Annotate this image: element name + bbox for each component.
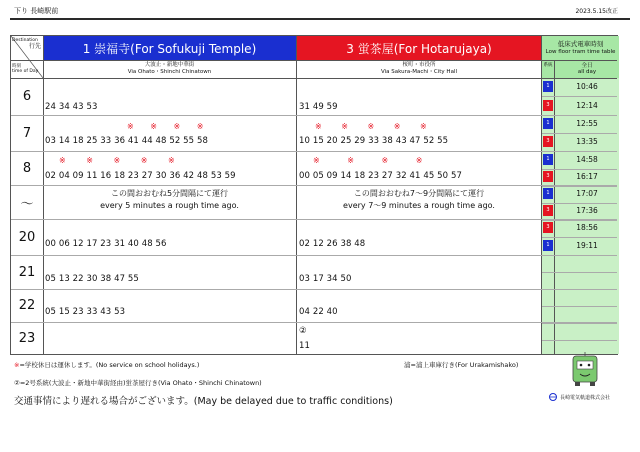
minutes: 31 49 59	[299, 102, 338, 112]
minutes: 05 13 22 30 38 47 55	[45, 274, 139, 284]
direction-label: 下り 長崎駅前	[14, 7, 59, 15]
hour-6: 6	[22, 89, 32, 104]
school-holiday-marks: ※ ※ ※ ※	[127, 122, 204, 131]
r2-hour-7	[297, 115, 541, 151]
r1-interval-en: every 5 minutes a rough time ago.	[100, 201, 239, 210]
r2-hour-21	[297, 255, 541, 289]
hour-7: 7	[22, 125, 32, 141]
route-badge: 1	[543, 188, 553, 199]
lowfloor-title-jp: 低床式電車時刻	[557, 40, 604, 48]
lowfloor-title-en: Low floor tram time table	[545, 49, 616, 55]
r2-hour-8	[297, 151, 541, 185]
lowfloor-route-cell	[542, 168, 554, 186]
route-2-mark: ②	[299, 326, 307, 336]
lowfloor-time: 19:11	[576, 241, 598, 250]
lowfloor-route-cell	[542, 185, 554, 203]
lowfloor-row-divider	[542, 340, 617, 341]
school-holiday-text: =学校休日は運休します。(No service on school holidays.)	[19, 361, 200, 369]
r2-hour-22	[297, 289, 541, 322]
r1-hour-21	[43, 255, 296, 289]
route-badge: 3	[543, 136, 553, 147]
r1-hour-7	[43, 115, 296, 151]
lowfloor-route-cell	[542, 219, 554, 237]
minutes: 02 04 09 11 16 18 23 27 30 36 42 48 53 59	[45, 171, 236, 181]
school-holiday-marks: ※ ※ ※ ※ ※	[59, 156, 175, 165]
hour-23: 23	[18, 330, 36, 346]
lowfloor-time: 12:14	[576, 101, 598, 110]
r1-interval-jp: この間おおむね5分間隔にて運行	[110, 189, 229, 198]
route-1-via	[43, 60, 296, 78]
minutes: 24 34 43 53	[45, 102, 98, 112]
hour-label-en: time of Day	[12, 69, 39, 74]
r2-interval-en: every 7〜9 minutes a rough time ago.	[343, 201, 495, 210]
urakami-note: 浦=浦上車庫行き(For Urakamishako)	[404, 361, 519, 369]
r2-interval-jp: この間おおむね7〜9分間隔にて運行	[353, 189, 485, 198]
route-badge: 3	[543, 222, 553, 233]
row-divider	[11, 185, 617, 186]
minutes: 05 15 23 33 43 53	[45, 307, 126, 317]
lowfloor-time: 16:17	[576, 172, 598, 181]
lowfloor-row-divider	[542, 255, 617, 256]
header-divider	[10, 18, 630, 20]
hour-8: 8	[22, 160, 32, 176]
route-1-title: 1 崇福寺(For Sofukuji Temple)	[43, 36, 296, 60]
minutes: 02 12 26 38 48	[299, 239, 366, 249]
route-badge: 1	[543, 81, 553, 92]
route-1-via-jp: 大波止・新地中華街	[144, 62, 195, 68]
company-logo-icon	[548, 393, 558, 401]
route-badge: 1	[543, 118, 553, 129]
tram-mascot-icon	[568, 352, 602, 388]
lowfloor-route-cell	[542, 202, 554, 220]
route-3-via	[297, 60, 541, 78]
minutes: 11	[299, 341, 311, 351]
lowfloor-row-divider	[542, 289, 617, 290]
minutes: 03 14 18 25 33 36 41 44 48 52 55 58	[45, 136, 209, 146]
route-3-via-jp: 桜町・市役所	[402, 62, 436, 68]
lowfloor-route-cell	[542, 237, 554, 255]
minutes: 00 06 12 17 23 31 40 48 56	[45, 239, 167, 249]
route-badge: 1	[543, 240, 553, 251]
lowfloor-route-col-header: 系統	[542, 60, 554, 78]
lowfloor-row-divider	[542, 272, 617, 273]
r2-hour-20	[297, 219, 541, 255]
r1-interval-note	[43, 188, 296, 212]
r1-hour-6	[43, 78, 296, 115]
lowfloor-time: 17:07	[576, 189, 598, 198]
lowfloor-route-cell	[542, 133, 554, 151]
r2-interval-note	[297, 188, 541, 212]
lowfloor-header	[542, 36, 619, 60]
school-holiday-marks: ※ ※ ※ ※ ※	[315, 122, 427, 131]
school-holiday-mark: ※	[14, 361, 20, 369]
r1-hour-8	[43, 151, 296, 185]
minutes: 10 15 20 25 29 33 38 43 47 52 55	[299, 136, 449, 146]
lowfloor-route-cell	[542, 151, 554, 169]
minutes: 00 05 09 14 18 23 27 32 41 45 50 57	[299, 171, 463, 181]
hour-range: 〜	[20, 196, 34, 212]
lowfloor-time: 12:55	[576, 119, 598, 128]
hour-label	[12, 64, 38, 74]
lowfloor-time: 13:35	[576, 137, 598, 146]
school-holiday-marks: ※ ※ ※ ※	[313, 156, 423, 165]
revision-date: 2023.5.15改正	[575, 8, 618, 15]
r2-hour-6	[297, 78, 541, 115]
school-holiday-note	[14, 360, 199, 369]
route-badge: 1	[543, 154, 553, 165]
hour-21: 21	[18, 264, 36, 280]
lowfloor-time: 18:56	[576, 223, 598, 232]
destination-label-jp: 行先	[28, 43, 41, 50]
lowfloor-route-cell	[542, 78, 554, 96]
route-badge: 3	[543, 171, 553, 182]
hour-22: 22	[18, 298, 36, 313]
lowfloor-allday-header	[555, 60, 619, 78]
r1-hour-20	[43, 219, 296, 255]
lowfloor-time: 10:46	[576, 82, 598, 91]
lowfloor-route-cell	[542, 97, 554, 115]
minutes: 03 17 34 50	[299, 274, 352, 284]
lowfloor-route-cell	[542, 115, 554, 133]
destination-label-en: Destination	[12, 38, 38, 43]
delay-note: 交通事情により遅れる場合がございます。(May be delayed due to traffic conditions)	[14, 396, 393, 407]
corner-cell	[11, 36, 43, 78]
r1-hour-22	[43, 289, 296, 322]
company-name: 長崎電気軌道株式会社	[560, 395, 611, 401]
route-1-via-en: Via Ohato・Shinchi Chinatown	[127, 69, 212, 75]
r2-hour-23	[297, 322, 541, 354]
route-2-note: ②=2号系統(大波止・新地中華街経由)蛍茶屋行き(Via Ohato・Shinchi Chinatown)	[14, 379, 262, 387]
route-badge: 3	[543, 205, 553, 216]
divider	[11, 60, 617, 61]
hour-20: 20	[18, 229, 36, 245]
lowfloor-allday-en: all day	[577, 69, 597, 75]
lowfloor-row-divider	[542, 306, 617, 307]
route-badge: 3	[543, 100, 553, 111]
hour-label-jp: 時刻	[12, 64, 21, 69]
route-3-via-en: Via Sakura-Machi・City Hall	[380, 69, 457, 75]
lowfloor-time: 17:36	[576, 206, 598, 215]
lowfloor-row-divider	[542, 323, 617, 324]
timetable	[10, 35, 618, 355]
lowfloor-allday-jp: 全日	[581, 63, 593, 69]
route-3-title: 3 蛍茶屋(For Hotarujaya)	[297, 36, 541, 60]
lowfloor-time: 14:58	[576, 155, 598, 164]
minutes: 04 22 40	[299, 307, 338, 317]
